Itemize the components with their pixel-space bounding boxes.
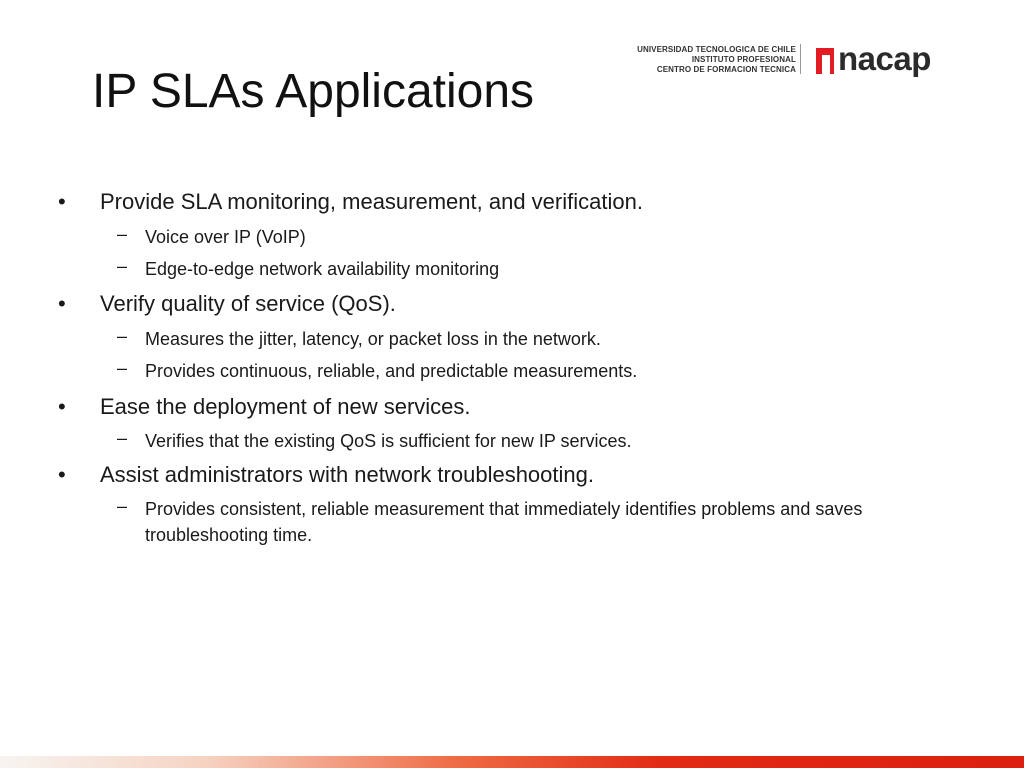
dash-icon: –	[117, 224, 128, 244]
slide-title: IP SLAs Applications	[92, 65, 535, 118]
dash-icon: –	[117, 256, 128, 276]
bullet-text: Provide SLA monitoring, measurement, and verification.	[100, 189, 643, 214]
logo-line-university: UNIVERSIDAD TECNOLOGICA DE CHILE	[637, 45, 796, 54]
bullet-text: Ease the deployment of new services.	[100, 394, 471, 419]
sub-bullet-text: Provides consistent, reliable measurement that immediately identifies problems and saves troubleshooting time.	[145, 499, 863, 545]
sub-bullet-text: Voice over IP (VoIP)	[145, 227, 306, 247]
sub-bullet-text: Provides continuous, reliable, and predictable measurements.	[145, 361, 638, 381]
logo-line-center: CENTRO DE FORMACION TECNICA	[656, 65, 796, 74]
bullet-dot-icon: •	[58, 394, 66, 419]
footer-gradient-bar	[0, 756, 1024, 768]
sub-bullet-text: Measures the jitter, latency, or packet loss in the network.	[145, 329, 601, 349]
sub-bullet-text: Verifies that the existing QoS is sufficient for new IP services.	[145, 431, 632, 451]
logo-mark-icon	[816, 48, 838, 74]
dash-icon: –	[117, 496, 128, 516]
logo-divider	[800, 44, 801, 74]
dash-icon: –	[117, 428, 128, 448]
bullet-dot-icon: •	[58, 291, 66, 316]
bullet-text: Verify quality of service (QoS).	[100, 291, 396, 316]
inacap-logo	[628, 40, 968, 84]
dash-icon: –	[117, 326, 128, 346]
bullet-dot-icon: •	[58, 462, 66, 487]
dash-icon: –	[117, 358, 128, 378]
logo-institution-text	[637, 45, 796, 75]
logo-line-institute: INSTITUTO PROFESIONAL	[691, 55, 796, 64]
logo-wordmark: nacap	[838, 40, 931, 77]
bullet-text: Assist administrators with network troubleshooting.	[100, 462, 594, 487]
sub-bullet-text: Edge-to-edge network availability monitoring	[145, 259, 500, 279]
bullet-dot-icon: •	[58, 189, 66, 214]
